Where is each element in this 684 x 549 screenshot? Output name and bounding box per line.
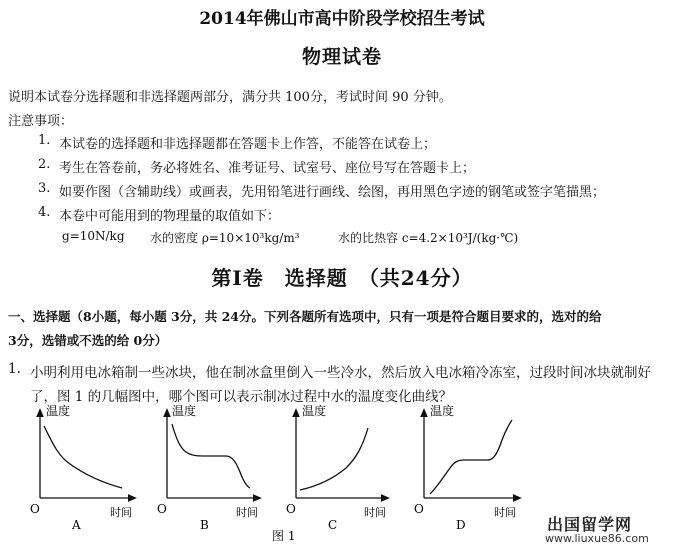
x-axis-label: 时间 [236,506,258,519]
note-number: 4. [38,205,51,220]
watermark-brand: 出国留学网 [547,515,633,534]
subject-title: 物理试卷 [301,46,382,68]
note-number: 1. [38,133,51,148]
origin-label: O [30,502,40,516]
y-axis-label: 温度 [430,404,455,418]
option-label-b: B [200,518,209,532]
graph-c [286,403,386,532]
figure-caption: 图 1 [272,529,296,543]
note-text: 本卷中可能用到的物理量的取值如下： [59,209,281,224]
y-axis-label: 温度 [302,404,327,418]
origin-label: O [414,502,424,516]
watermark-url: www.liuxue86.com [545,532,649,545]
graph-b [157,403,258,532]
curve-d [430,420,512,494]
curve-a [44,426,122,488]
graph-a [30,403,133,532]
section-instruction: 一、选择题（8小题，每小题 3分，共 24分。下列各题所有选项中，只有一项是符合题目要求的，选对的给 [8,309,602,324]
option-label-d: D [456,518,466,532]
question-text: 小明利用电冰箱制一些冰块，他在制冰盒里倒入一些冷水，然后放入电冰箱冷冻室，过段时间冰块就制好 [30,365,651,381]
option-label-a: A [72,518,81,532]
graph-d [414,403,518,532]
origin-label: O [157,502,167,516]
y-axis-label: 温度 [172,404,197,418]
note-text: 本试卷的选择题和非选择题都在答题卡上作答，不能答在试卷上； [59,137,437,152]
constant-g: g=10N/kg [62,229,125,243]
x-axis-label: 时间 [110,506,132,519]
curve-c [300,428,368,490]
x-axis-label: 时间 [494,506,516,519]
exam-title: 2014年佛山市高中阶段学校招生考试 [199,9,485,29]
constant-heat: 水的比热容 c=4.2×10³J/(kg·℃) [338,231,519,245]
x-axis-label: 时间 [364,506,386,519]
origin-label: O [286,502,296,516]
note-number: 3. [38,181,51,196]
question-number: 1. [8,361,21,377]
curve-b [172,424,250,488]
y-axis-label: 温度 [46,404,71,418]
option-label-c: C [328,518,338,532]
note-text: 考生在答卷前，务必将姓名、准考证号、试室号、座位号写在答题卡上； [59,161,476,176]
note-number: 2. [38,157,51,172]
section-title: 第Ⅰ卷 选择题 （共24分） [211,266,473,290]
notes-heading: 注意事项： [8,114,74,129]
constant-density: 水的密度 ρ=10×10³kg/m³ [150,231,300,245]
note-text: 如要作图（含辅助线）或画表，先用铅笔进行画线、绘图，再用黑色字迹的钢笔或签字笔描黑； [59,185,606,200]
section-instruction-cont: 3分，选错或不选的给 0分） [8,333,168,348]
question-text-cont: 了，图 1 的几幅图中，哪个图可以表示制冰过程中水的温度变化曲线？ [30,389,453,405]
intro-text: 说明本试卷分选择题和非选择题两部分，满分共 100分，考试时间 90 分钟。 [8,90,452,105]
